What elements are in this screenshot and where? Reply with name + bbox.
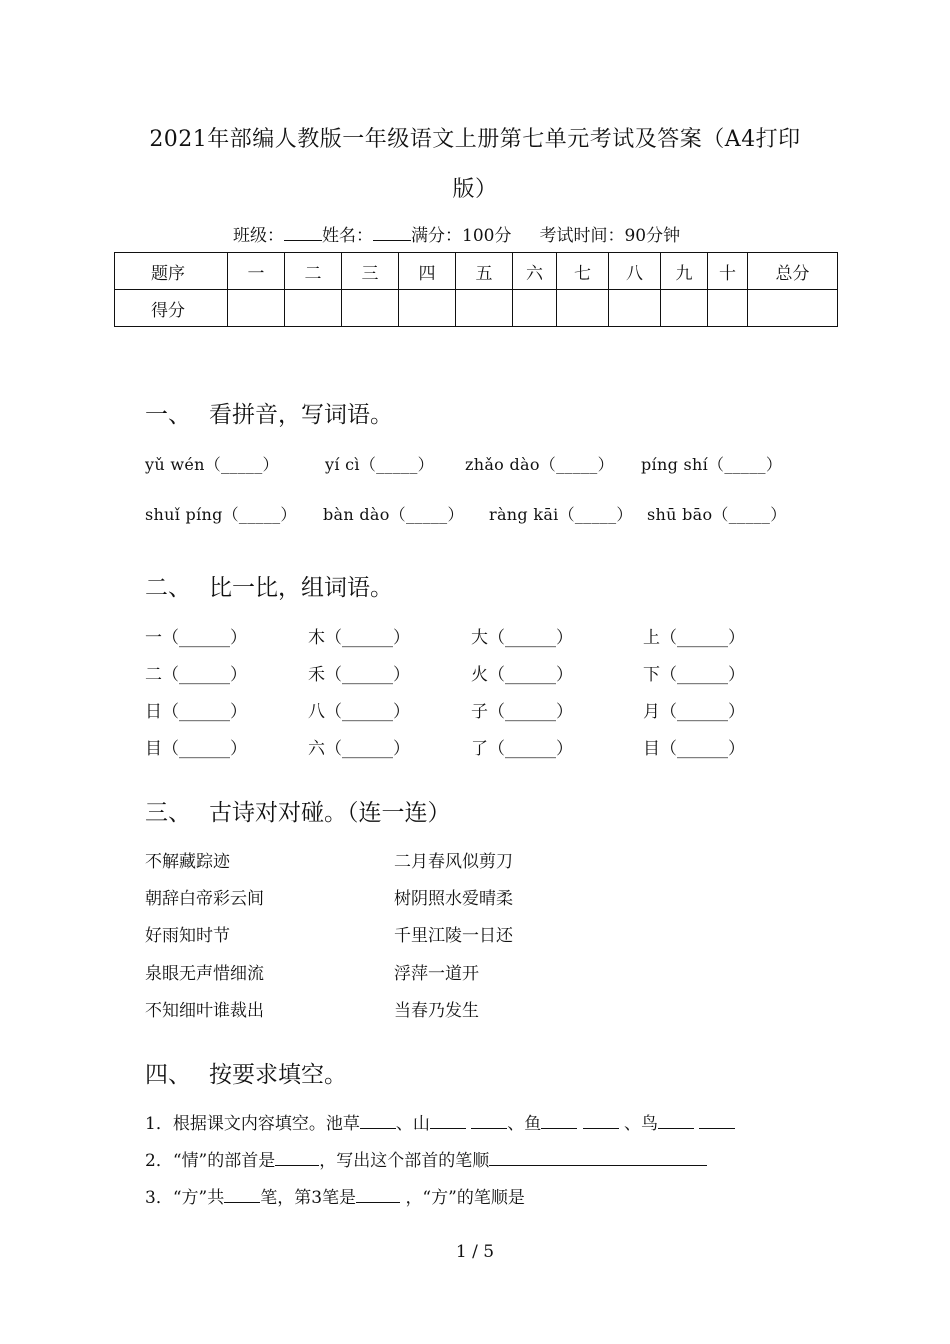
section-title: 比一比，组词语。 (209, 575, 393, 601)
pinyin-row-1 (145, 452, 782, 475)
section-number: 四、 (145, 1062, 191, 1088)
fill-q2-text: ，写出这个部首的笔顺 (319, 1151, 490, 1171)
char-item: 下（______） (643, 665, 745, 685)
fill-q1-text: 、鱼 (507, 1114, 542, 1134)
pinyin-item: zhǎo dào（_____） (465, 455, 614, 474)
poem-left-line: 泉眼无声惜细流 (145, 964, 264, 984)
score-cell (513, 290, 557, 327)
score-header-cell: 六 (513, 253, 557, 290)
doc-title-line1: 2021年部编人教版一年级语文上册第七单元考试及答案（A4打印 (149, 127, 801, 152)
score-header-cell: 五 (456, 253, 513, 290)
score-cell (748, 290, 838, 327)
answer-blank (356, 1185, 400, 1203)
doc-title-line2: 版） (452, 177, 498, 202)
fill-q3-text: ，“方”的笔顺是 (405, 1188, 525, 1208)
answer-blank (658, 1111, 694, 1129)
score-header-cell: 二 (285, 253, 342, 290)
fill-q2-text: 2．“情”的部首是 (145, 1151, 276, 1171)
fill-question-1 (145, 1109, 735, 1134)
section-number: 三、 (145, 800, 191, 826)
char-item: 子（______） (471, 702, 573, 722)
poem-right-line: 当春乃发生 (394, 1001, 479, 1021)
score-cell (228, 290, 285, 327)
score-cell (399, 290, 456, 327)
answer-blank (275, 1148, 319, 1166)
char-item: 六（______） (308, 739, 410, 759)
score-cell (285, 290, 342, 327)
page-number: 1 / 5 (455, 1242, 495, 1262)
char-item: 了（______） (471, 739, 573, 759)
poem-right-line: 千里江陵一日还 (394, 926, 513, 946)
char-item: 火（______） (471, 665, 573, 685)
fill-q3-text: 3．“方”共 (145, 1188, 225, 1208)
score-header-cell: 七 (557, 253, 609, 290)
answer-blank (471, 1111, 507, 1129)
score-cell (661, 290, 708, 327)
char-item: 二（______） (145, 665, 247, 685)
pinyin-item: yí cì（_____） (325, 455, 434, 474)
fill-q1-text: 、山 (395, 1114, 430, 1134)
section-number: 一、 (145, 402, 191, 428)
pinyin-item: shū bāo（_____） (647, 505, 787, 524)
score-table (114, 252, 838, 327)
char-item: 大（______） (471, 628, 573, 648)
score-header-cell: 总分 (748, 253, 838, 290)
score-cell (708, 290, 748, 327)
score-header-cell: 一 (228, 253, 285, 290)
section-4-heading (145, 1056, 347, 1089)
fill-q1-text: 1．根据课文内容填空。池草 (145, 1114, 360, 1134)
pinyin-item: yǔ wén（_____） (145, 455, 279, 474)
score-row-label: 得分 (115, 290, 228, 327)
answer-blank (583, 1111, 619, 1129)
section-1-heading (145, 396, 393, 429)
poem-right-line: 树阴照水爱晴柔 (394, 889, 513, 909)
poem-right-line: 浮萍一道开 (394, 964, 479, 984)
full-score: 满分：100分 (411, 226, 512, 246)
fill-question-3 (145, 1183, 525, 1208)
pinyin-item: shuǐ píng（_____） (145, 505, 297, 524)
char-item: 月（______） (643, 702, 745, 722)
pinyin-item: bàn dào（_____） (323, 505, 464, 524)
fill-q3-text: 笔，第3笔是 (260, 1188, 357, 1208)
score-header-cell: 十 (708, 253, 748, 290)
class-blank (284, 223, 322, 241)
answer-blank (699, 1111, 735, 1129)
score-header-cell: 题序 (115, 253, 228, 290)
section-title: 古诗对对碰。（连一连） (209, 800, 451, 826)
score-header-cell: 三 (342, 253, 399, 290)
pinyin-item: píng shí（_____） (641, 455, 783, 474)
section-2-heading (145, 569, 393, 602)
char-item: 日（______） (145, 702, 247, 722)
poem-right-line: 二月春风似剪刀 (394, 852, 513, 872)
fill-question-2 (145, 1146, 707, 1171)
answer-blank (360, 1111, 396, 1129)
section-title: 按要求填空。 (209, 1062, 347, 1088)
name-label: 姓名： (322, 226, 373, 246)
section-title: 看拼音，写词语。 (209, 402, 393, 428)
section-3-heading (145, 794, 451, 827)
score-header-cell: 九 (661, 253, 708, 290)
char-item: 八（______） (308, 702, 410, 722)
score-value-row (115, 290, 838, 327)
score-cell (456, 290, 513, 327)
poem-left-line: 不解藏踪迹 (145, 852, 230, 872)
char-item: 一（______） (145, 628, 247, 648)
score-header-cell: 八 (609, 253, 661, 290)
char-item: 木（______） (308, 628, 410, 648)
char-item: 禾（______） (308, 665, 410, 685)
score-header-cell: 四 (399, 253, 456, 290)
poem-left-line: 好雨知时节 (145, 926, 230, 946)
section-number: 二、 (145, 575, 191, 601)
class-label: 班级： (233, 226, 284, 246)
score-cell (557, 290, 609, 327)
score-cell (609, 290, 661, 327)
score-cell (342, 290, 399, 327)
answer-blank (224, 1185, 260, 1203)
answer-blank (430, 1111, 466, 1129)
poem-left-line: 朝辞白帝彩云间 (145, 889, 264, 909)
char-item: 目（______） (643, 739, 745, 759)
char-item: 目（______） (145, 739, 247, 759)
answer-blank (489, 1148, 707, 1166)
pinyin-item: ràng kāi（_____） (489, 505, 633, 524)
info-line (233, 221, 680, 246)
score-header-row (115, 253, 838, 290)
poem-left-line: 不知细叶谁裁出 (145, 1001, 264, 1021)
answer-blank (541, 1111, 577, 1129)
char-item: 上（______） (643, 628, 745, 648)
fill-q1-text: 、鸟 (624, 1114, 659, 1134)
exam-time: 考试时间：90分钟 (539, 226, 681, 246)
pinyin-row-2 (145, 502, 787, 525)
name-blank (373, 223, 411, 241)
